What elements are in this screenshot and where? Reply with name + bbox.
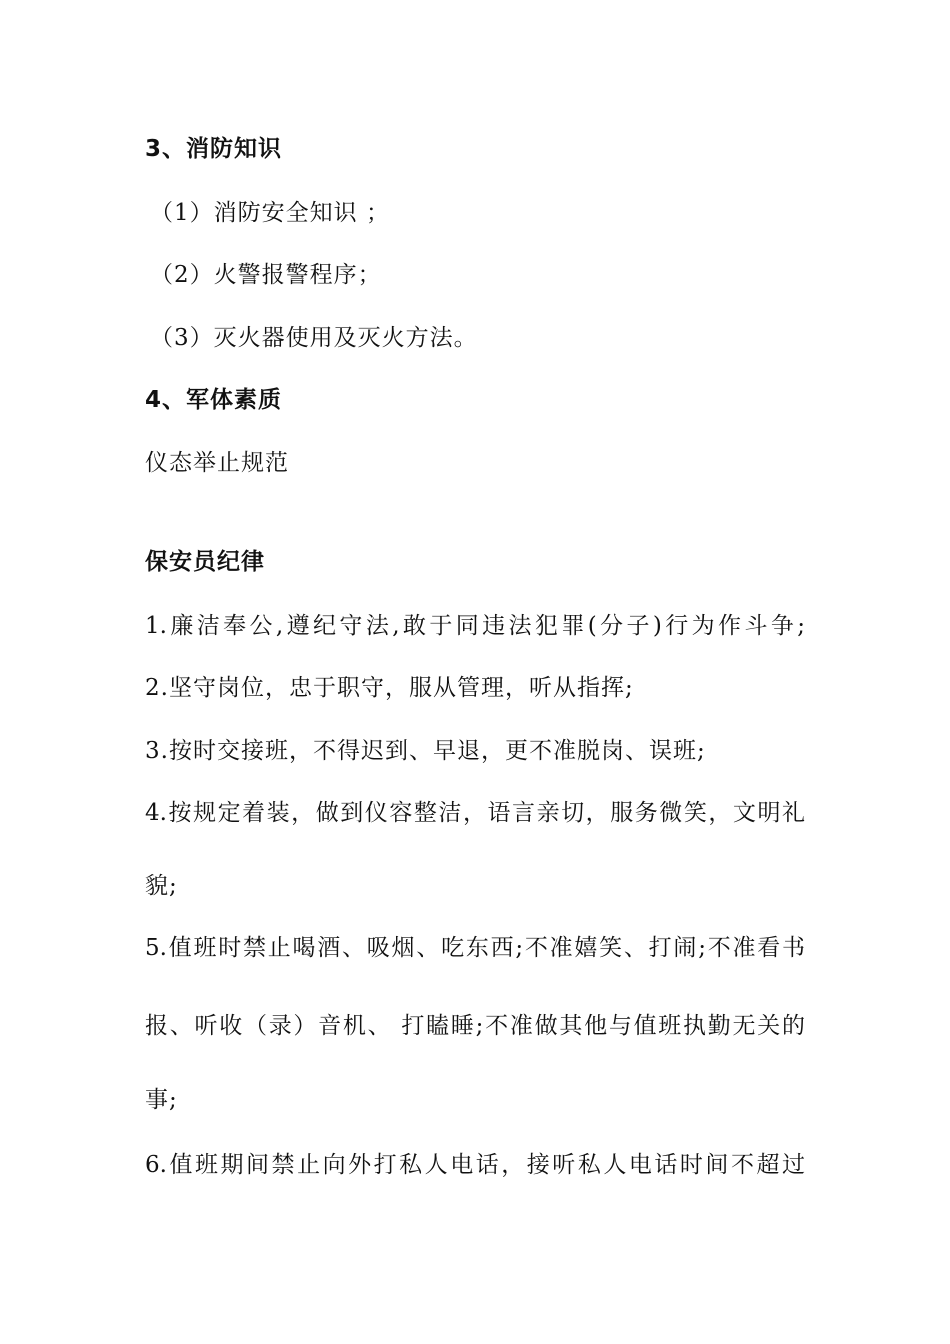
fire-knowledge-heading: 3、消防知识 xyxy=(145,136,283,162)
discipline-line-6: 6.值班期间禁止向外打私人电话，接听私人电话时间不超过 xyxy=(145,1152,805,1178)
discipline-line-5-cont-1: 报、听收（录）音机、 打瞌睡;不准做其他与值班执勤无关的 xyxy=(145,1013,805,1039)
discipline-line-1: 1.廉洁奉公,遵纪守法,敢于同违法犯罪(分子)行为作斗争; xyxy=(145,613,805,639)
fire-item-3: （3）灭火器使用及灭火方法。 xyxy=(150,325,478,351)
military-quality-text: 仪态举止规范 xyxy=(145,450,289,476)
fire-item-2: （2）火警报警程序； xyxy=(150,262,382,288)
discipline-line-4-cont: 貌; xyxy=(145,873,178,899)
discipline-line-3: 3.按时交接班，不得迟到、早退，更不准脱岗、误班; xyxy=(145,738,706,764)
discipline-line-4: 4.按规定着装，做到仪容整洁，语言亲切，服务微笑，文明礼 xyxy=(145,800,805,826)
discipline-line-5-cont-2: 事; xyxy=(145,1087,178,1113)
military-quality-heading: 4、军体素质 xyxy=(145,387,283,413)
discipline-line-2: 2.坚守岗位，忠于职守，服从管理，听从指挥; xyxy=(145,675,634,701)
fire-item-1: （1）消防安全知识 ； xyxy=(150,200,390,226)
discipline-heading: 保安员纪律 xyxy=(145,549,265,575)
discipline-line-5: 5.值班时禁止喝酒、吸烟、吃东西;不准嬉笑、打闹;不准看书 xyxy=(145,935,805,961)
